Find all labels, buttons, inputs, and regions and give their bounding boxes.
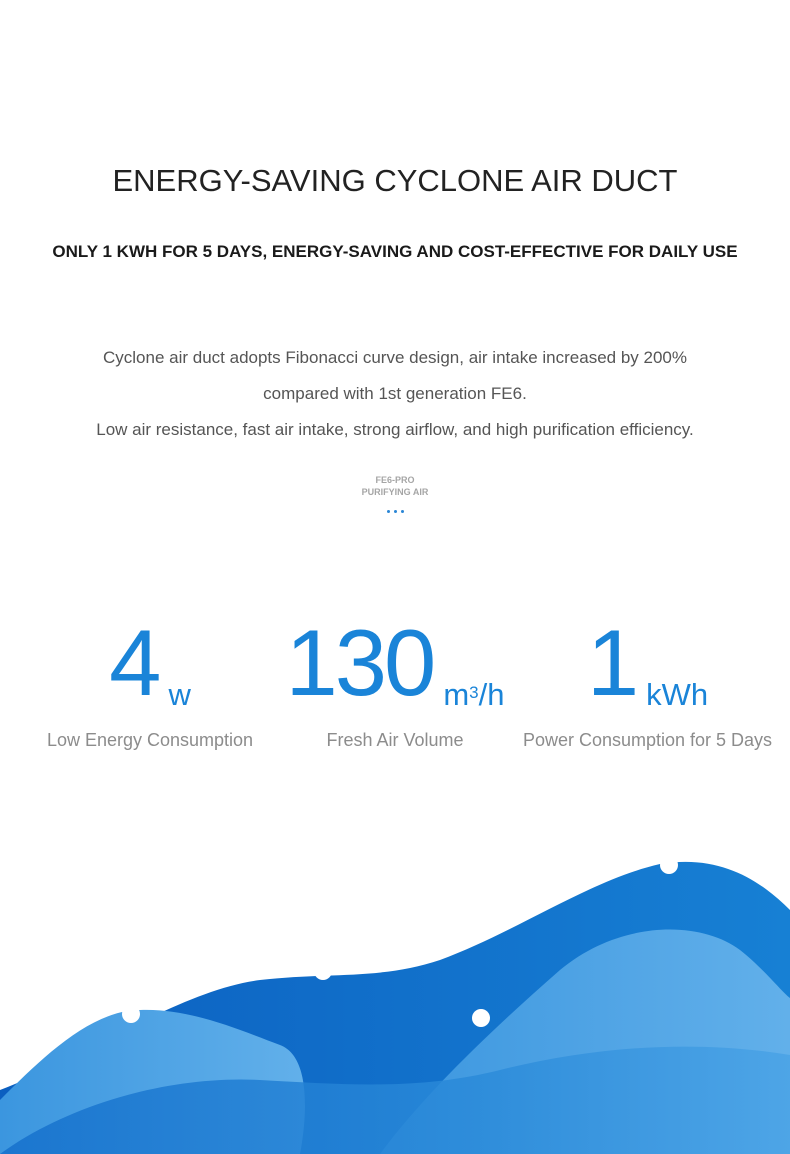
wave-marker: [660, 856, 678, 874]
stat-number: 130: [285, 610, 434, 715]
stat-label: Fresh Air Volume: [326, 730, 464, 750]
page-subtitle: ONLY 1 KWH FOR 5 DAYS, ENERGY-SAVING AND COST-EFFECTIVE FOR DAILY USE: [52, 242, 738, 261]
ellipsis-indicator: [0, 510, 790, 516]
wave-marker: [472, 1009, 490, 1027]
stat-air-volume: [275, 608, 515, 751]
stat-unit-sup: 3: [469, 683, 479, 702]
stat-value: [275, 608, 515, 718]
description-line-1: Cyclone air duct adopts Fibonacci curve design, air intake increased by 200%: [103, 348, 687, 367]
wave-marker: [314, 962, 332, 980]
stat-unit: [443, 677, 504, 712]
dot-icon: [394, 510, 397, 513]
stat-energy: [30, 608, 270, 751]
stat-value: [30, 608, 270, 718]
page-title: ENERGY-SAVING CYCLONE AIR DUCT: [112, 163, 678, 198]
stat-unit: kWh: [646, 677, 709, 712]
stat-label: Power Consumption for 5 Days: [522, 730, 773, 750]
dot-icon: [401, 510, 404, 513]
stat-number: 1: [586, 610, 637, 715]
wave-marker: [122, 1005, 140, 1023]
stat-unit-main: m: [443, 677, 470, 712]
stat-value: [515, 608, 780, 718]
wave-illustration: [0, 840, 790, 1154]
description-block: [68, 340, 722, 448]
dot-icon: [387, 510, 390, 513]
product-model: FE6-PRO: [375, 475, 415, 485]
stat-unit: w: [168, 677, 191, 712]
description-line-3: Low air resistance, fast air intake, strong airflow, and high purification efficiency.: [96, 420, 694, 439]
stat-power: [515, 608, 780, 751]
description-line-2: compared with 1st generation FE6.: [263, 384, 527, 403]
product-tag: [0, 474, 790, 498]
stat-unit-tail: /h: [478, 677, 505, 712]
stat-number: 4: [109, 610, 159, 715]
stat-label: Low Energy Consumption: [46, 730, 254, 750]
product-caption: PURIFYING AIR: [361, 487, 429, 497]
